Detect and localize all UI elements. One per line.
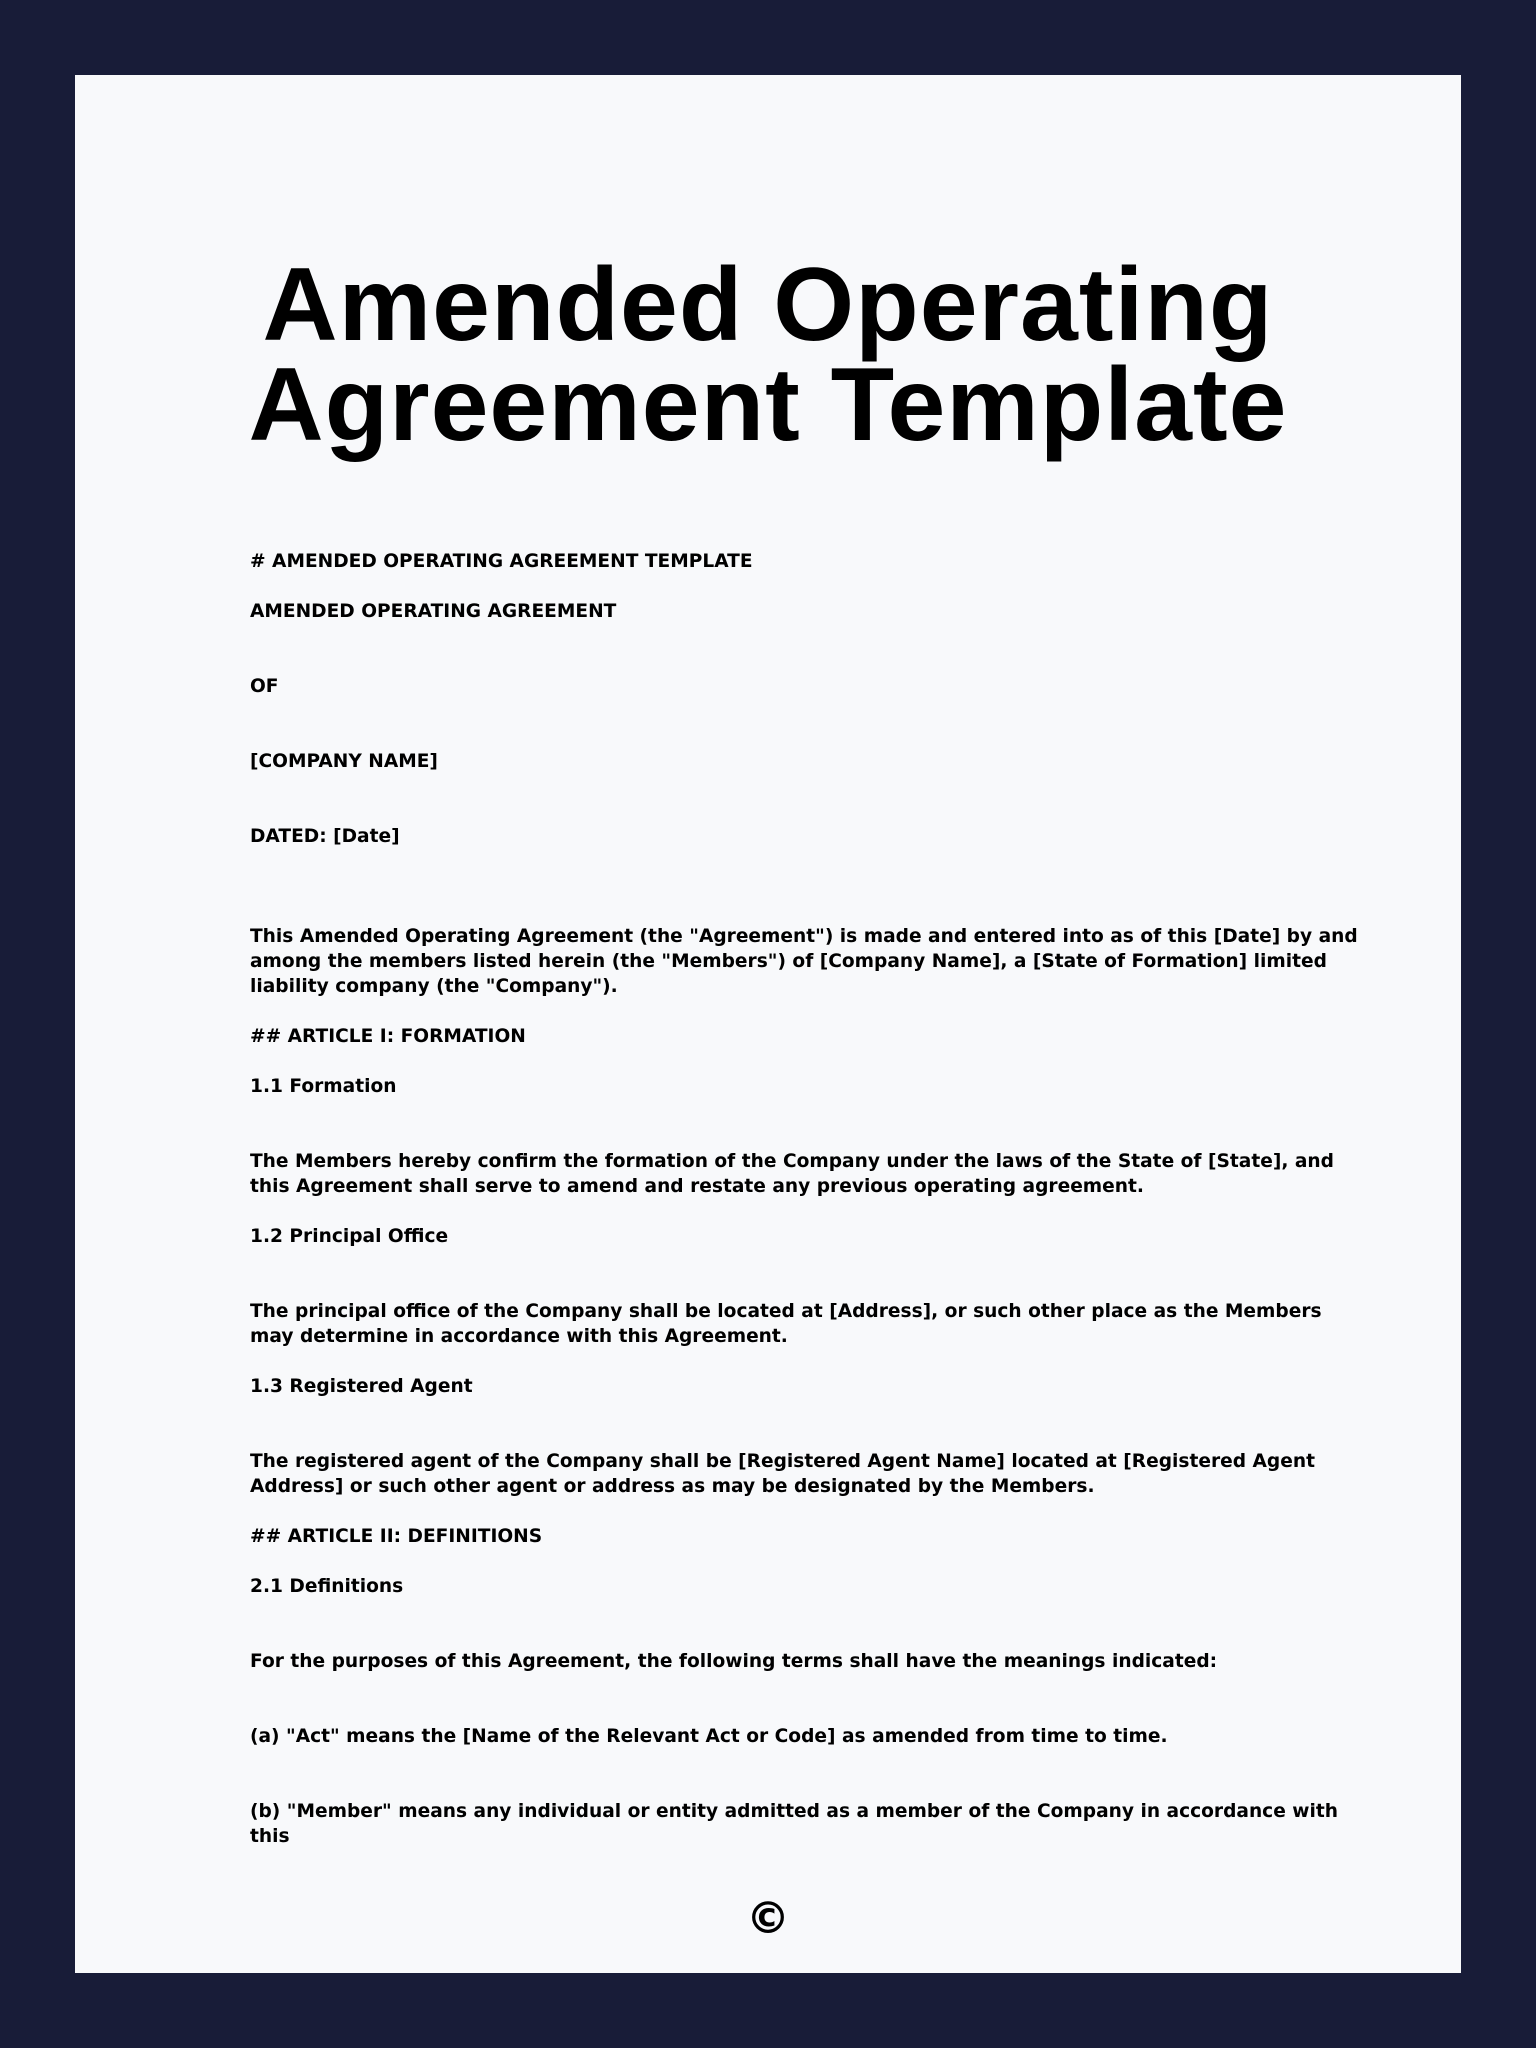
article-2-heading: ## ARTICLE II: DEFINITIONS [250,1526,543,1547]
template-heading: # AMENDED OPERATING AGREEMENT TEMPLATE [250,551,753,572]
section-1-3-text: The registered agent of the Company shall be [Registered Agent Name] located at [Registered Agent Address] or such other agent or address as may be designated by the Members. [250,1451,1315,1497]
article-1-heading: ## ARTICLE I: FORMATION [250,1026,526,1047]
document-title [75,247,1461,463]
section-1-1-heading: 1.1 Formation [250,1076,397,1097]
section-1-2-text: The principal office of the Company shall be located at [Address], or such other place as the Members may determine in accordance with this Agreement. [250,1301,1322,1347]
intro-paragraph: This Amended Operating Agreement (the "Agreement") is made and entered into as of this [Date] by and among the members listed herein (the "Members") of [Company Name], a [State of Formation] limited liability company (the "Company"). [250,926,1358,997]
title-line-1: Amended Operating [262,247,1274,363]
copyright-icon: © [746,1893,790,1944]
dated-line: DATED: [Date] [250,826,400,847]
of-line: OF [250,676,279,697]
company-name-line: [COMPANY NAME] [250,751,438,772]
document-page [75,75,1461,1973]
definition-b: (b) "Member" means any individual or entity admitted as a member of the Company in accordance with this [250,1801,1338,1847]
section-2-1-heading: 2.1 Definitions [250,1576,404,1597]
document-body [250,549,1370,1849]
definition-a: (a) "Act" means the [Name of the Relevant Act or Code] as amended from time to time. [250,1726,1168,1747]
section-1-3-heading: 1.3 Registered Agent [250,1376,473,1397]
section-1-1-text: The Members hereby confirm the formation of the Company under the laws of the State of [State], and this Agreement shall serve to amend and restate any previous operating agreement. [250,1151,1334,1197]
title-line-2: Agreement Template [248,347,1288,463]
agreement-heading: AMENDED OPERATING AGREEMENT [250,601,617,622]
section-2-1-text: For the purposes of this Agreement, the following terms shall have the meanings indicated: [250,1651,1218,1672]
section-1-2-heading: 1.2 Principal Office [250,1226,449,1247]
